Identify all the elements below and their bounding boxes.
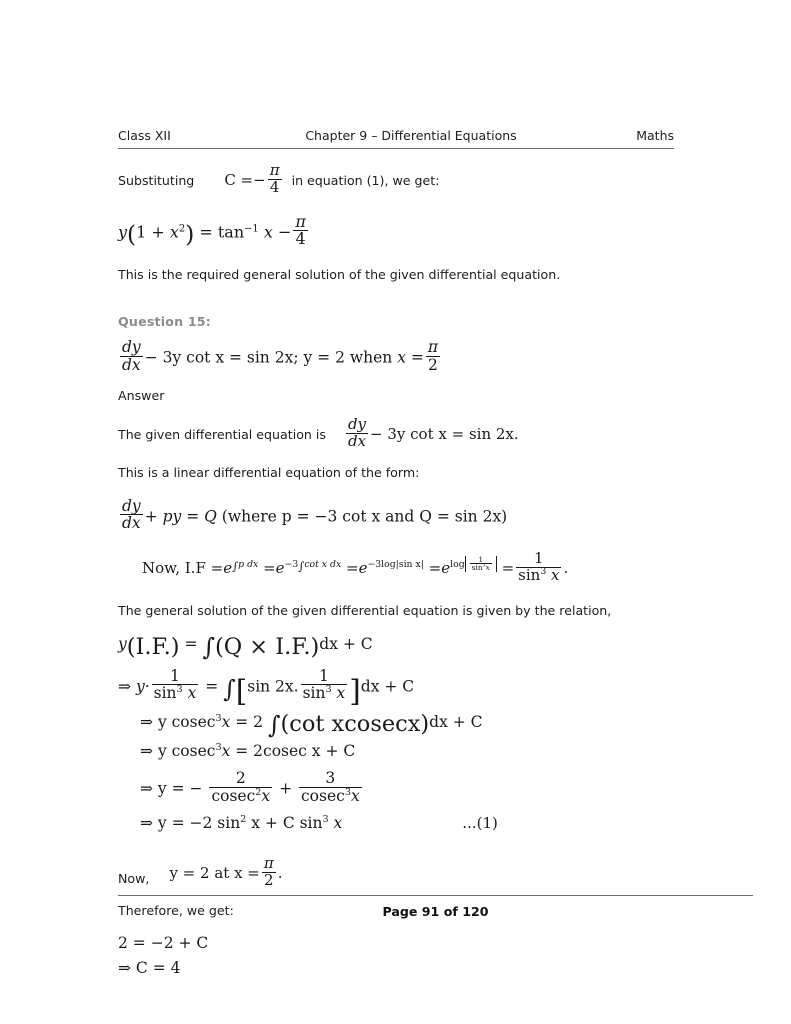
equation-step-6-row xyxy=(118,814,674,832)
standard-form-lhs: + py = Q xyxy=(144,507,217,526)
s6-pow-3: 3 xyxy=(322,813,329,825)
dy-numerator-2: dy xyxy=(347,415,367,434)
if-exp-3: −3log|sin x| xyxy=(367,559,424,571)
s5-den1-pow: 2 xyxy=(255,786,262,798)
s2-den-x: x xyxy=(187,684,197,703)
header-chapter-title: Chapter 9 – Differential Equations xyxy=(305,128,517,143)
y-symbol: y xyxy=(118,222,128,242)
s2-y: y xyxy=(135,677,145,696)
x-argument: x xyxy=(263,222,273,242)
answer-label: Answer xyxy=(118,387,165,403)
now-condition-line xyxy=(118,853,674,889)
given-de-rhs: − 3y cot x = sin 2x. xyxy=(370,425,519,444)
substituting-label: Substituting xyxy=(118,173,195,188)
c-symbol: C = xyxy=(224,171,254,189)
equation-step-5 xyxy=(118,770,674,804)
pi-numerator: π xyxy=(269,161,280,179)
general-solution-text: The general solution of the given differential equation is given by the relation, xyxy=(118,602,612,618)
s1-q-if: (Q × I.F.) xyxy=(214,633,320,660)
footer-divider xyxy=(118,895,753,896)
page-header xyxy=(118,128,674,148)
s2-dx-c: dx + C xyxy=(360,677,415,696)
s2-sin2x: sin 2x. xyxy=(247,677,299,696)
standard-form-where: (where p = −3 cot x and Q = sin 2x) xyxy=(221,507,508,526)
if-period: . xyxy=(563,559,569,578)
s4-x: x xyxy=(221,742,231,761)
substituting-line xyxy=(118,163,674,196)
if-equals-4: = xyxy=(428,559,442,578)
x-equals: x = xyxy=(397,348,424,367)
s3-ycosec: y cosec xyxy=(157,712,216,731)
s5-den2-pow: 3 xyxy=(344,786,351,798)
equation-step-3 xyxy=(118,710,674,739)
footer-page-number: Page 91 of 120 xyxy=(382,904,489,919)
s6-text-b: x + C sin xyxy=(251,813,323,832)
question-number-label: Question 15: xyxy=(118,314,212,330)
equation-step-6 xyxy=(140,815,342,832)
s5-plus: + xyxy=(279,779,293,798)
substituting-tail: in equation (1), we get: xyxy=(291,173,440,188)
equation-tag-1: ...(1) xyxy=(462,813,498,832)
linear-form-text: This is a linear differential equation of the form: xyxy=(118,464,420,480)
integral-icon-1: ∫ xyxy=(202,633,215,662)
now-pi: π xyxy=(263,853,274,872)
x-exponent: 2 xyxy=(178,222,186,234)
pi-numerator-2: π xyxy=(295,211,306,231)
s5-den1-cosec: cosec xyxy=(211,786,256,805)
if-result-sin: sin xyxy=(518,566,541,585)
if-equals-5: = xyxy=(501,559,515,578)
s4-arrow: ⇒ xyxy=(140,742,153,761)
dx-denominator: dx xyxy=(120,356,143,373)
if-exp-2: −3∫cot x dx xyxy=(284,558,342,573)
dx-denominator-3: dx xyxy=(120,514,143,531)
if-label: Now, I.F xyxy=(142,559,206,578)
if-result-x: x xyxy=(551,566,560,585)
integral-icon-2: ∫ xyxy=(223,675,236,704)
dy-numerator-3: dy xyxy=(122,496,141,515)
s2-den-sin: sin xyxy=(153,684,177,703)
s3-arrow: ⇒ xyxy=(140,712,153,731)
therefore-text: Therefore, we get: xyxy=(118,903,234,919)
s4-power: 3 xyxy=(215,742,222,754)
equation-step-2 xyxy=(118,666,674,708)
given-de-label: The given differential equation is xyxy=(118,427,326,443)
equation-general-solution xyxy=(118,211,674,249)
s6-text-a: ⇒ y = −2 sin xyxy=(140,813,241,832)
equation-standard-form xyxy=(118,498,674,532)
now-two: 2 xyxy=(262,872,276,889)
substituting-value xyxy=(224,163,283,196)
e-base-1: e xyxy=(223,559,233,578)
s2-dot: · xyxy=(144,677,150,696)
now-condition-equation xyxy=(169,853,283,889)
given-de-line xyxy=(118,417,674,450)
two-denominator: 2 xyxy=(426,356,440,373)
if-exp-4: log 1 sin3x xyxy=(450,559,497,570)
equation-step-4 xyxy=(118,743,674,760)
s2-num: 1 xyxy=(170,666,180,685)
s6-pow-2: 2 xyxy=(240,813,247,825)
if-equals-3: = xyxy=(345,559,359,578)
equals-sign: = xyxy=(199,222,213,242)
pi-numerator-3: π xyxy=(427,338,439,357)
four-denominator: 4 xyxy=(268,179,282,196)
s3-inner: (cot xcosecx) xyxy=(280,711,430,738)
equation-question-15 xyxy=(118,339,674,373)
equation-integrating-factor xyxy=(118,551,674,584)
one-plus: 1 + xyxy=(136,222,165,242)
s2-equals: = xyxy=(205,677,219,696)
four-denominator-2: 4 xyxy=(293,230,308,248)
bracket-close-1: ] xyxy=(349,673,361,708)
tan-inverse-exponent: −1 xyxy=(244,222,259,234)
s2-arrow: ⇒ xyxy=(118,677,131,696)
e-base-2: e xyxy=(275,559,285,578)
if-result-power: 3 xyxy=(540,566,547,578)
if-equals-1: = xyxy=(210,559,224,578)
minus-sign-2: − xyxy=(277,222,292,242)
s4-ycosec: y cosec xyxy=(157,742,216,761)
if-result-numerator: 1 xyxy=(534,549,544,568)
now-y-equals: y = 2 at x = xyxy=(169,863,260,882)
integral-icon-3: ∫ xyxy=(267,710,281,739)
s1-dx-c: dx + C xyxy=(319,635,373,654)
s3-equals: = 2 xyxy=(235,712,264,731)
s4-rest: = 2cosec x + C xyxy=(235,742,356,761)
s5-den2-cosec: cosec xyxy=(301,786,345,805)
now-label: Now, xyxy=(118,871,150,887)
s1-y: y xyxy=(118,635,127,654)
equation-final-1: 2 = −2 + C xyxy=(118,933,209,952)
tan-function: tan xyxy=(217,222,245,242)
when-keyword: when xyxy=(349,348,393,367)
paren-close: ) xyxy=(185,220,195,248)
s2-inner-sin: sin xyxy=(302,684,326,703)
s2-inner-num: 1 xyxy=(319,666,329,685)
bracket-open-1: [ xyxy=(235,673,248,708)
equation-final-2: ⇒ C = 4 xyxy=(118,958,181,977)
header-class-label: Class XII xyxy=(118,128,171,143)
equation-step-1 xyxy=(118,633,674,662)
s3-dx-c: dx + C xyxy=(429,712,483,731)
s5-den2-x: x xyxy=(350,786,360,805)
s5-den1-x: x xyxy=(261,786,271,805)
question-equation-body: − 3y cot x = sin 2x; y = 2 xyxy=(144,348,345,367)
minus-sign: − xyxy=(253,171,266,189)
s6-text-c: x xyxy=(333,813,343,832)
s5-num2: 3 xyxy=(325,769,336,788)
page-content xyxy=(118,128,674,977)
if-exp-1: ∫p dx xyxy=(232,558,259,573)
e-base-3: e xyxy=(358,559,368,578)
s3-x: x xyxy=(221,712,231,731)
s1-equals: = xyxy=(184,635,198,654)
paren-open: ( xyxy=(127,220,137,248)
s1-if: (I.F.) xyxy=(126,633,180,660)
s2-inner-pow: 3 xyxy=(325,684,332,696)
e-base-4: e xyxy=(441,559,451,578)
dx-denominator-2: dx xyxy=(346,433,368,450)
s2-inner-x: x xyxy=(336,684,346,703)
if-equals-2: = xyxy=(263,559,276,578)
dy-numerator: dy xyxy=(122,338,141,357)
s5-arrow: ⇒ y = − xyxy=(140,779,203,798)
x-symbol: x xyxy=(169,222,179,242)
s2-den-pow: 3 xyxy=(176,684,183,696)
now-period: . xyxy=(277,863,283,882)
required-solution-text: This is the required general solution of the given differential equation. xyxy=(118,267,561,283)
header-subject-label: Maths xyxy=(636,128,674,143)
given-de-equation xyxy=(344,417,519,450)
s3-power: 3 xyxy=(215,712,222,724)
s5-num1: 2 xyxy=(235,769,246,788)
